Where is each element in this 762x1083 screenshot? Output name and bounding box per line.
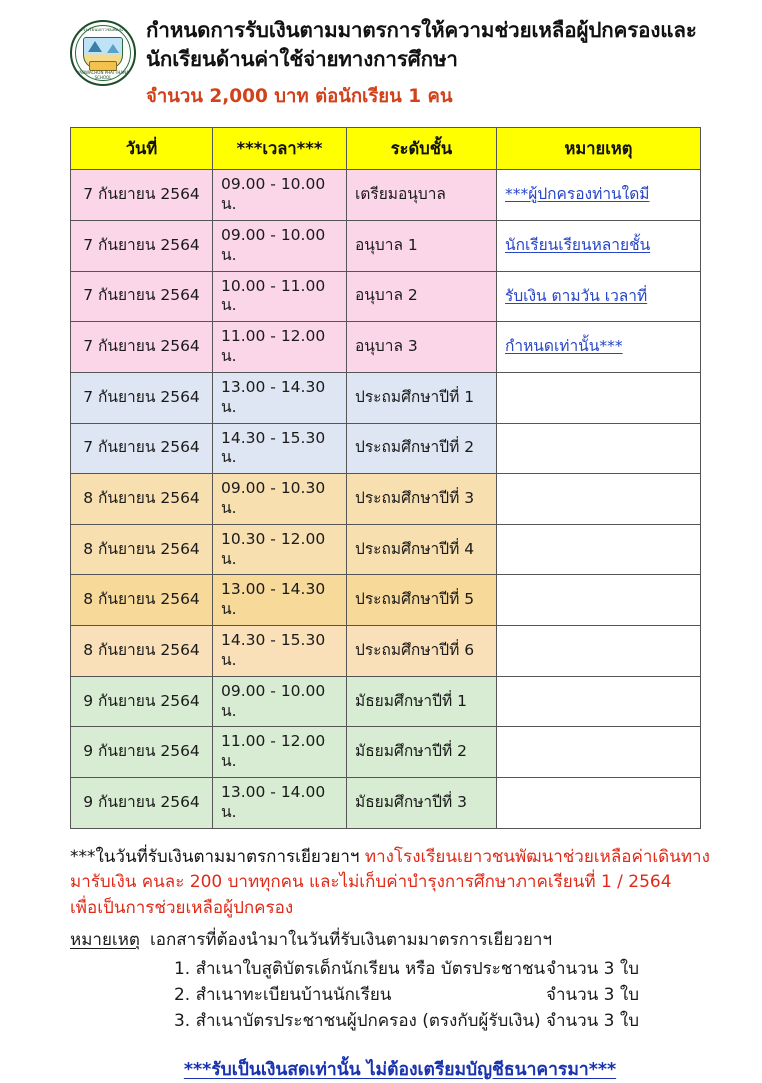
- cell-level: มัธยมศึกษาปีที่ 1: [347, 676, 497, 727]
- cell-time: 10.30 - 12.00 น.: [213, 524, 347, 575]
- document-item-text: 1. สำเนาใบสูติบัตรเด็กนักเรียน หรือ บัตรประชาชน: [173, 958, 546, 979]
- cell-time: 11.00 - 12.00 น.: [213, 322, 347, 373]
- document-item-text: 2. สำเนาทะเบียนบ้านนักเรียน: [173, 984, 392, 1005]
- note-line: กำหนดเท่านั้น***: [505, 337, 623, 356]
- required-documents-block: [70, 927, 730, 1034]
- table-row: [71, 423, 701, 474]
- document-header: [24, 14, 738, 111]
- remark-segment-2: ทางโรงเรียนเยาวชนพัฒนาช่วยเหลือค่าเดินทาง: [364, 846, 710, 867]
- table-row: [71, 322, 701, 373]
- document-item-quantity: จำนวน 3 ใบ: [545, 958, 639, 979]
- cell-date: 9 กันยายน 2564: [71, 778, 213, 829]
- cell-note: [497, 778, 701, 829]
- cell-date: 8 กันยายน 2564: [71, 474, 213, 525]
- cell-time: 13.00 - 14.30 น.: [213, 372, 347, 423]
- cell-level: อนุบาล 2: [347, 271, 497, 322]
- remark-segment-3: มารับเงิน คนละ 200 บาททุกคน และไม่เก็บค่าบำรุงการศึกษาภาคเรียนที่ 1 / 2564: [70, 872, 672, 893]
- cell-time: 14.30 - 15.30 น.: [213, 423, 347, 474]
- cell-note: [497, 372, 701, 423]
- cell-level: เตรียมอนุบาล: [347, 170, 497, 221]
- column-header-level: ระดับชั้น: [347, 128, 497, 170]
- document-item: [150, 1008, 730, 1034]
- school-emblem-icon: [70, 20, 136, 86]
- cell-note: [497, 474, 701, 525]
- cell-note: [497, 626, 701, 677]
- cell-time: 09.00 - 10.00 น.: [213, 676, 347, 727]
- column-header-date: วันที่: [71, 128, 213, 170]
- cell-note: [497, 575, 701, 626]
- cell-date: 7 กันยายน 2564: [71, 271, 213, 322]
- table-row: [71, 626, 701, 677]
- cell-time: 10.00 - 11.00 น.: [213, 271, 347, 322]
- cell-date: 7 กันยายน 2564: [71, 423, 213, 474]
- emblem-arc-bottom-text: YAOWACHON PHATTHANA SCHOOL: [77, 70, 129, 80]
- document-item: [150, 982, 730, 1008]
- table-row: [71, 524, 701, 575]
- documents-body: [150, 927, 730, 1034]
- table-row: [71, 727, 701, 778]
- cell-date: 8 กันยายน 2564: [71, 575, 213, 626]
- cell-note: [497, 423, 701, 474]
- cell-level: ประถมศึกษาปีที่ 2: [347, 423, 497, 474]
- cell-time: 09.00 - 10.30 น.: [213, 474, 347, 525]
- cell-note: [497, 727, 701, 778]
- cell-note: [497, 170, 701, 221]
- cell-level: ประถมศึกษาปีที่ 1: [347, 372, 497, 423]
- footer-notes: [70, 845, 730, 1083]
- cell-note: [497, 220, 701, 271]
- document-item-quantity: จำนวน 3 ใบ: [545, 984, 639, 1005]
- emblem-arc-top-text: โรงเรียนเยาวชนพัฒนา: [80, 27, 126, 32]
- cell-date: 7 กันยายน 2564: [71, 372, 213, 423]
- cell-date: 7 กันยายน 2564: [71, 220, 213, 271]
- table-row: [71, 372, 701, 423]
- page-title-line-2: นักเรียนด้านค่าใช้จ่ายทางการศึกษา: [146, 47, 458, 72]
- cell-note: [497, 524, 701, 575]
- remark-paragraph: [70, 845, 730, 922]
- cell-note: [497, 322, 701, 373]
- document-item-quantity: จำนวน 3 ใบ: [545, 1011, 639, 1032]
- cell-note: [497, 271, 701, 322]
- document-item-text: 3. สำเนาบัตรประชาชนผู้ปกครอง (ตรงกับผู้รับเงิน): [173, 1011, 541, 1032]
- cell-date: 9 กันยายน 2564: [71, 727, 213, 778]
- cell-level: มัธยมศึกษาปีที่ 3: [347, 778, 497, 829]
- table-row: [71, 778, 701, 829]
- cell-level: อนุบาล 1: [347, 220, 497, 271]
- note-line: ***ผู้ปกครองท่านใดมี: [505, 185, 650, 204]
- cell-date: 8 กันยายน 2564: [71, 524, 213, 575]
- cell-level: อนุบาล 3: [347, 322, 497, 373]
- page-subtitle: จำนวน 2,000 บาท ต่อนักเรียน 1 คน: [146, 86, 453, 108]
- table-row: [71, 271, 701, 322]
- cell-time: 13.00 - 14.30 น.: [213, 575, 347, 626]
- table-row: [71, 170, 701, 221]
- documents-label: หมายเหตุ: [70, 930, 140, 951]
- cell-time: 13.00 - 14.00 น.: [213, 778, 347, 829]
- table-row: [71, 676, 701, 727]
- note-line: นักเรียนเรียนหลายชั้น: [505, 235, 651, 254]
- cell-level: ประถมศึกษาปีที่ 4: [347, 524, 497, 575]
- documents-heading: เอกสารที่ต้องนำมาในวันที่รับเงินตามมาตรการเยียวยาฯ: [149, 930, 552, 951]
- cell-level: ประถมศึกษาปีที่ 3: [347, 474, 497, 525]
- cell-level: ประถมศึกษาปีที่ 6: [347, 626, 497, 677]
- title-block: [146, 14, 738, 111]
- column-header-note: หมายเหตุ: [497, 128, 701, 170]
- cell-date: 8 กันยายน 2564: [71, 626, 213, 677]
- schedule-table: [70, 127, 701, 829]
- cell-time: 09.00 - 10.00 น.: [213, 220, 347, 271]
- table-row: [71, 220, 701, 271]
- table-row: [71, 575, 701, 626]
- table-row: [71, 474, 701, 525]
- note-line: รับเงิน ตามวัน เวลาที่: [505, 286, 648, 305]
- cell-date: 7 กันยายน 2564: [71, 170, 213, 221]
- remark-segment-4: เพื่อเป็นการช่วยเหลือผู้ปกครอง: [70, 897, 294, 918]
- cell-time: 09.00 - 10.00 น.: [213, 170, 347, 221]
- column-header-time: ***เวลา***: [213, 128, 347, 170]
- cell-level: ประถมศึกษาปีที่ 5: [347, 575, 497, 626]
- cash-only-notice: ***รับเป็นเงินสดเท่านั้น ไม่ต้องเตรียมบัญชีธนาคารมา***: [183, 1059, 617, 1080]
- page-title-line-1: กำหนดการรับเงินตามมาตรการให้ความช่วยเหลือผู้ปกครองและ: [146, 18, 697, 42]
- cell-time: 11.00 - 12.00 น.: [213, 727, 347, 778]
- table-header-row: [71, 128, 701, 170]
- remark-segment-1: ***ในวันที่รับเงินตามมาตรการเยียวยาฯ: [70, 846, 365, 867]
- cell-note: [497, 676, 701, 727]
- cell-date: 9 กันยายน 2564: [71, 676, 213, 727]
- cell-time: 14.30 - 15.30 น.: [213, 626, 347, 677]
- cell-date: 7 กันยายน 2564: [71, 322, 213, 373]
- cell-level: มัธยมศึกษาปีที่ 2: [347, 727, 497, 778]
